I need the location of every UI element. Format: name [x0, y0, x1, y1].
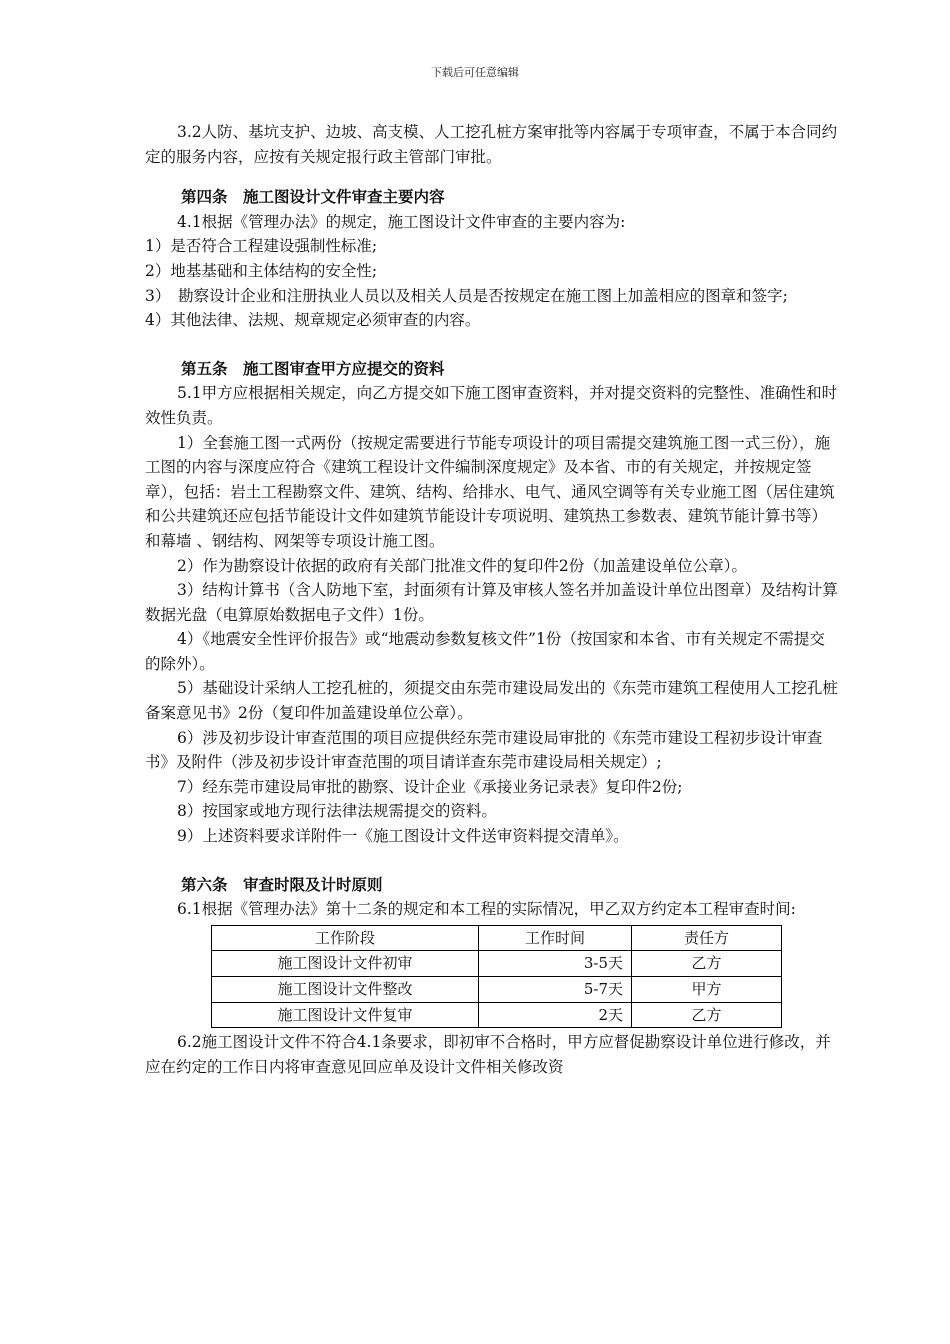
table-header-cell: 工作时间 — [479, 925, 632, 951]
item-4-1-1: 1）是否符合工程建设强制性标准; — [145, 237, 378, 256]
item-5-1-3: 3）结构计算书（含人防地下室，封面须有计算及审核人签名并加盖设计单位出图章）及结构计算数据光盘（电算原始数据电子文件）1份。 — [145, 581, 838, 624]
table-cell-stage: 施工图设计文件复审 — [212, 1002, 479, 1028]
table-row — [212, 977, 782, 1003]
clause-6-2: 6.2施工图设计文件不符合4.1条要求，即初审不合格时，甲方应督促勘察设计单位进行修改，并应在约定的工作日内将审查意见回应单及设计文件相关修改资 — [145, 1033, 831, 1076]
article-5-title: 第五条 施工图审查甲方应提交的资料 — [181, 358, 445, 378]
table-row — [212, 1002, 782, 1028]
item-5-1-8: 8）按国家或地方现行法律法规需提交的资料。 — [177, 802, 497, 821]
table-cell-time: 5-7天 — [479, 977, 632, 1003]
article-6-title: 第六条 审查时限及计时原则 — [181, 874, 383, 894]
table-cell-stage: 施工图设计文件初审 — [212, 951, 479, 977]
table-header-cell: 责任方 — [632, 925, 782, 951]
item-5-1-9: 9）上述资料要求详附件一《施工图设计文件送审资料提交清单》。 — [177, 827, 629, 846]
table-cell-party: 乙方 — [632, 951, 782, 977]
clause-4-1: 4.1根据《管理办法》的规定，施工图设计文件审查的主要内容为: — [177, 212, 626, 231]
item-5-1-2: 2）作为勘察设计依据的政府有关部门批准文件的复印件2份（加盖建设单位公章）。 — [177, 556, 747, 575]
table-row — [212, 951, 782, 977]
article-4-title: 第四条 施工图设计文件审查主要内容 — [181, 187, 445, 207]
table-cell-time: 3-5天 — [479, 951, 632, 977]
page-header-note: 下载后可任意编辑 — [431, 66, 519, 79]
item-4-1-4: 4）其他法律、法规、规章规定必须审查的内容。 — [145, 311, 481, 330]
table-header-row — [212, 925, 782, 951]
document-body — [145, 120, 840, 1079]
clause-3-2: 3.2人防、基坑支护、边坡、高支模、人工挖孔桩方案审批等内容属于专项审查，不属于本合同约定的服务内容，应按有关规定报行政主管部门审批。 — [145, 123, 838, 166]
item-5-1-1: 1）全套施工图一式两份（按规定需要进行节能专项设计的项目需提交建筑施工图一式三份），施工图的内容与深度应符合《建筑工程设计文件编制深度规定》及本省、市的有关规定，并按规定签章），包括：岩土工程勘察文件、建筑、结构、给排水、电气、通风空调等有关专业施工图（居住建筑和公共建筑还应包括节能设计文件如建筑节能设计专项说明、建筑热工参数表、建筑节能计算书等）和幕墙 、钢结构、网架等专项设计施工图。 — [145, 433, 835, 550]
table-cell-stage: 施工图设计文件整改 — [212, 977, 479, 1003]
table-cell-party: 甲方 — [632, 977, 782, 1003]
item-5-1-7: 7）经东莞市建设局审批的勘察、设计企业《承接业务记录表》复印件2份; — [177, 777, 683, 796]
review-schedule-table — [211, 925, 782, 1028]
table-cell-time: 2天 — [479, 1002, 632, 1028]
table-cell-party: 乙方 — [632, 1002, 782, 1028]
clause-6-1: 6.1根据《管理办法》第十二条的规定和本工程的实际情况，甲乙双方约定本工程审查时间: — [177, 900, 796, 919]
table-header-cell: 工作阶段 — [212, 925, 479, 951]
item-4-1-3: 3） 勘察设计企业和注册执业人员以及相关人员是否按规定在施工图上加盖相应的图章和签字; — [145, 286, 788, 305]
clause-5-1: 5.1甲方应根据相关规定，向乙方提交如下施工图审查资料，并对提交资料的完整性、准确性和时效性负责。 — [145, 384, 838, 427]
item-4-1-2: 2）地基基础和主体结构的安全性; — [145, 261, 378, 280]
item-5-1-6: 6）涉及初步设计审查范围的项目应提供经东莞市建设局审批的《东莞市建设工程初步设计审查书》及附件（涉及初步设计审查范围的项目请详查东莞市建设局相关规定）; — [145, 728, 823, 772]
item-5-1-5: 5）基础设计采纳人工挖孔桩的，须提交由东莞市建设局发出的《东莞市建筑工程使用人工挖孔桩备案意见书》2份（复印件加盖建设单位公章）。 — [145, 679, 838, 723]
item-5-1-4: 4）《地震安全性评价报告》或“地震动参数复核文件”1份（按国家和本省、市有关规定不需提交的除外）。 — [145, 630, 825, 673]
